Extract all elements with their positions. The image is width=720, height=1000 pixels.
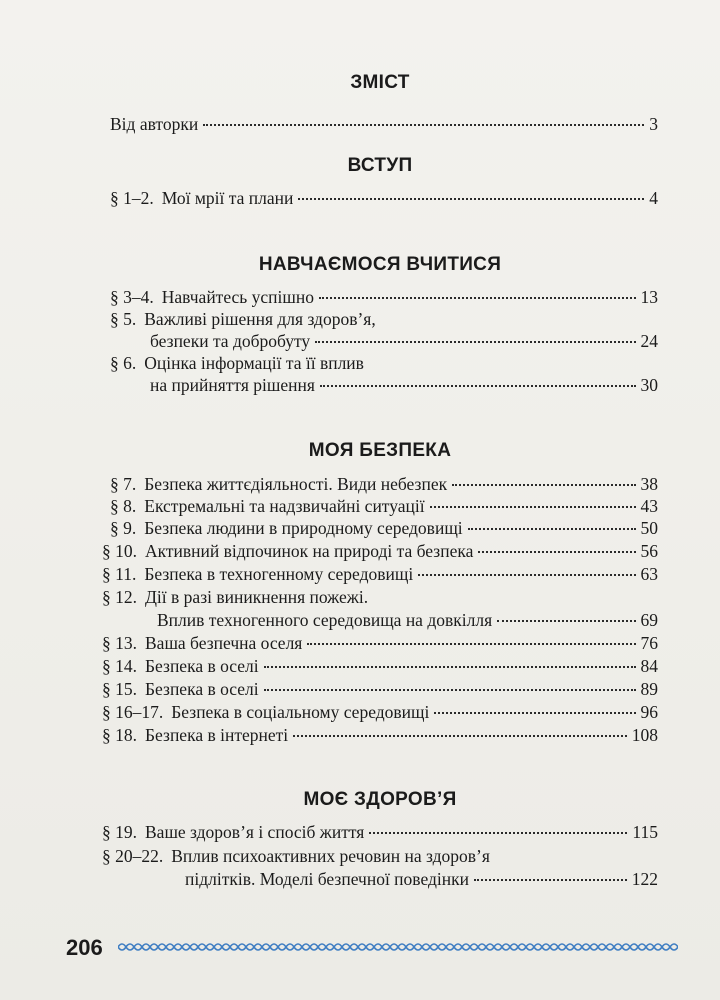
entry-number: § 6. [110,353,137,373]
entry-label: Безпека людини в природному середовищі [144,518,463,538]
toc-entry [102,679,658,701]
entry-label: безпеки та добробуту [150,331,311,351]
dot-leader [264,689,636,691]
dot-leader [369,832,627,834]
entry-number: § 16–17. [102,702,164,722]
dot-leader [430,506,636,508]
entry-page: 76 [640,633,658,653]
entry-page: 96 [640,702,658,722]
toc-entry-line1 [102,846,658,868]
dot-leader [452,484,635,486]
toc-entry [110,496,658,518]
entry-label: Ваша безпечна оселя [145,633,303,653]
toc-entry [102,725,658,747]
entry-label: Навчайтесь успішно [161,287,314,307]
toc-entry-intro [110,114,658,136]
entry-label: Екстремальні та надзвичайні ситуації [144,496,425,516]
toc-entry-line1 [110,353,658,375]
entry-label: Від авторки [110,114,199,134]
dot-leader [315,341,635,343]
entry-page: 69 [640,610,658,630]
entry-label: Ваше здоров’я і спосіб життя [145,822,365,842]
entry-page: 63 [640,564,658,584]
entry-label: підлітків. Моделі безпечної поведінки [185,869,469,889]
entry-page: 84 [640,656,658,676]
entry-label: Безпека в інтернеті [145,725,289,745]
entry-label: на прийняття рішення [150,375,315,395]
entry-page: 30 [640,375,658,395]
decorative-wave-rule [118,940,678,954]
entry-number: § 5. [110,309,137,329]
entry-number: § 12. [102,587,137,607]
entry-number: § 10. [102,541,137,561]
entry-label: Активний відпочинок на природі та безпека [145,541,474,561]
entry-label: Вплив техногенного середовища на довкілля [157,610,493,630]
page-number: 206 [66,935,103,960]
entry-label: Безпека в оселі [145,679,259,699]
toc-entry [110,518,658,540]
entry-page: 3 [649,114,658,134]
dot-leader [478,551,635,553]
dot-leader [298,198,644,200]
entry-label: Оцінка інформації та її вплив [144,353,364,373]
entry-number: § 3–4. [110,287,154,307]
entry-number: § 7. [110,474,137,494]
dot-leader [320,385,636,387]
dot-leader [264,666,636,668]
entry-page: 115 [632,822,658,842]
entry-label: Безпека життєдіяльності. Види небезпек [144,474,448,494]
entry-number: § 13. [102,633,137,653]
dot-leader [434,712,635,714]
entry-number: § 1–2. [110,188,154,208]
dot-leader [203,124,644,126]
entry-number: § 15. [102,679,137,699]
entry-page: 4 [649,188,658,208]
toc-entry [102,633,658,655]
entry-label: Мої мрії та плани [161,188,294,208]
dot-leader [293,735,627,737]
entry-number: § 11. [102,564,137,584]
entry-label: Безпека в оселі [145,656,259,676]
entry-page: 89 [640,679,658,699]
section-heading-learning: НАВЧАЄМОСЯ ВЧИТИСЯ [258,254,502,275]
entry-page: 56 [640,541,658,561]
entry-page: 122 [631,869,658,889]
toc-entry-line2 [185,869,658,891]
toc-entry-line1 [110,309,658,331]
dot-leader [319,297,636,299]
entry-number: § 14. [102,656,137,676]
toc-entry [102,822,658,844]
section-heading-health: МОЄ ЗДОРОВ’Я [303,789,457,810]
entry-number: § 8. [110,496,137,516]
entry-page: 24 [640,331,658,351]
section-heading-intro: ВСТУП [347,155,413,176]
entry-number: § 18. [102,725,137,745]
section-heading-safety: МОЯ БЕЗПЕКА [308,440,452,461]
dot-leader [468,528,636,530]
toc-entry-line1 [102,587,658,609]
entry-number: § 20–22. [102,846,164,866]
entry-label: Дії в разі виникнення пожежі. [145,587,369,607]
entry-page: 50 [640,518,658,538]
toc-entry [102,564,658,586]
toc-title: ЗМІСТ [350,72,410,93]
entry-label: Вплив психоактивних речовин на здоров’я [171,846,490,866]
toc-entry-line2 [157,610,658,632]
toc-entry [102,702,658,724]
entry-page: 43 [640,496,658,516]
toc-entry [110,474,658,496]
entry-page: 38 [640,474,658,494]
toc-entry [110,287,658,309]
entry-page: 13 [640,287,658,307]
entry-label: Важливі рішення для здоров’я, [144,309,376,329]
entry-page: 108 [631,725,658,745]
toc-entry-line2 [150,375,658,397]
toc-entry-line2 [150,331,658,353]
dot-leader [418,574,635,576]
dot-leader [497,620,635,622]
toc-entry [110,188,658,210]
dot-leader [474,879,627,881]
entry-number: § 19. [102,822,137,842]
dot-leader [307,643,635,645]
toc-entry [102,656,658,678]
entry-label: Безпека в соціальному середовищі [171,702,430,722]
entry-number: § 9. [110,518,137,538]
entry-label: Безпека в техногенному середовищі [144,564,414,584]
toc-entry [102,541,658,563]
